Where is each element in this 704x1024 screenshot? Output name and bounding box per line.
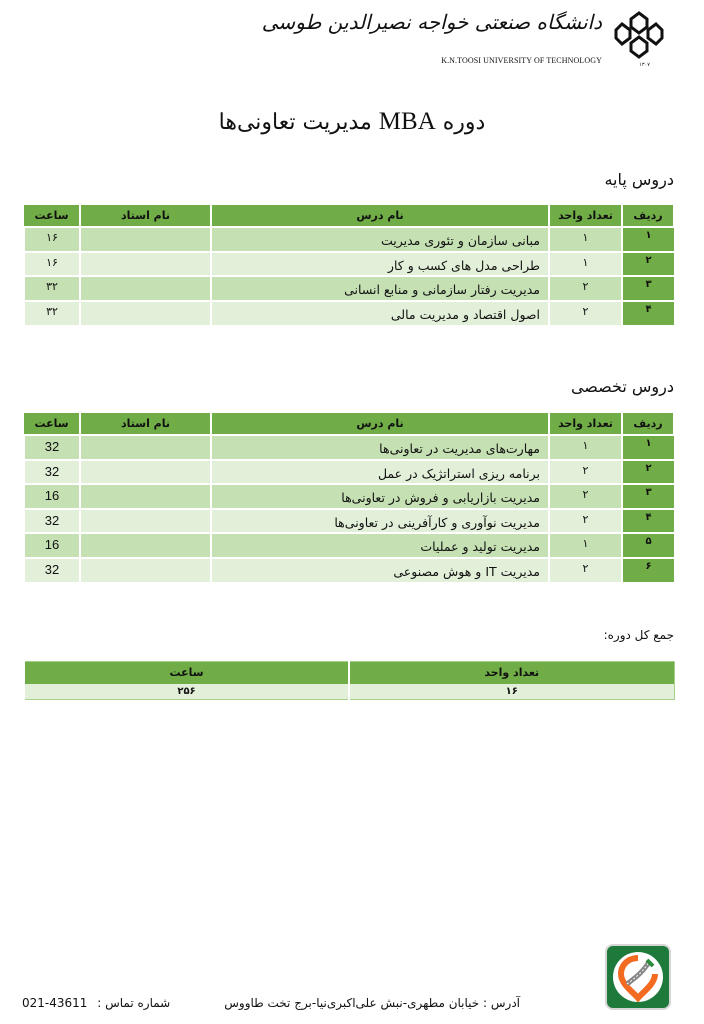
hours: 16 — [24, 484, 80, 509]
specialized-courses-table — [23, 413, 675, 582]
title-program: MBA — [378, 108, 436, 135]
row-number: ۴ — [622, 509, 674, 534]
university-logo — [261, 6, 664, 68]
col-hours: ساعت — [24, 205, 80, 227]
col-total-hours: ساعت — [24, 662, 349, 684]
row-number: ۴ — [622, 301, 674, 326]
hours: 32 — [24, 558, 80, 583]
row-number: ۳ — [622, 276, 674, 301]
table-row — [24, 509, 674, 534]
hours: ۳۲ — [24, 276, 80, 301]
course-name: مدیریت IT و هوش مصنوعی — [211, 558, 549, 583]
page-title — [0, 108, 704, 136]
table-header-row — [24, 662, 674, 684]
hours: 32 — [24, 509, 80, 534]
course-name: برنامه ریزی استراتژیک در عمل — [211, 460, 549, 485]
col-instructor: نام استاد — [80, 205, 211, 227]
row-number: ۲ — [622, 460, 674, 485]
instructor — [80, 276, 211, 301]
table-header-row — [24, 205, 674, 227]
specialized-courses-heading: دروس تخصصی — [570, 377, 674, 396]
hours: ۱۶ — [24, 252, 80, 277]
instructor — [80, 509, 211, 534]
units: ۲ — [549, 276, 622, 301]
col-row-number: ردیف — [622, 205, 674, 227]
row-number: ۲ — [622, 252, 674, 277]
hours: 32 — [24, 435, 80, 460]
course-name: مدیریت تولید و عملیات — [211, 533, 549, 558]
instructor — [80, 252, 211, 277]
col-total-units: تعداد واحد — [349, 662, 674, 684]
university-name-fa: دانشگاه صنعتی خواجه نصیرالدین طوسی — [261, 10, 602, 34]
totals-table — [23, 661, 675, 700]
basic-courses-heading: دروس پایه — [604, 170, 674, 189]
units: ۱ — [549, 435, 622, 460]
units: ۲ — [549, 509, 622, 534]
table-row — [24, 276, 674, 301]
total-hours: ۲۵۶ — [24, 684, 349, 700]
col-course-name: نام درس — [211, 413, 549, 435]
footer-contact — [22, 996, 182, 1010]
table-row — [24, 301, 674, 326]
course-name: مبانی سازمان و تئوری مدیریت — [211, 227, 549, 252]
instructor — [80, 533, 211, 558]
title-suffix: مدیریت تعاونی‌ها — [218, 110, 372, 135]
col-instructor: نام استاد — [80, 413, 211, 435]
hours: ۱۶ — [24, 227, 80, 252]
table-row — [24, 558, 674, 583]
hours: 16 — [24, 533, 80, 558]
col-row-number: ردیف — [622, 413, 674, 435]
col-hours: ساعت — [24, 413, 80, 435]
row-number: ۶ — [622, 558, 674, 583]
course-name: طراحی مدل های کسب و کار — [211, 252, 549, 277]
road-pin-icon — [613, 952, 663, 1002]
instructor — [80, 227, 211, 252]
instructor — [80, 301, 211, 326]
course-name: مدیریت بازاریابی و فروش در تعاونی‌ها — [211, 484, 549, 509]
total-label: جمع کل دوره: — [603, 628, 674, 642]
row-number: ۳ — [622, 484, 674, 509]
table-row — [24, 227, 674, 252]
app-logo-icon — [605, 944, 671, 1010]
col-units: تعداد واحد — [549, 205, 622, 227]
units: ۲ — [549, 558, 622, 583]
total-units: ۱۶ — [349, 684, 674, 700]
col-course-name: نام درس — [211, 205, 549, 227]
units: ۱ — [549, 227, 622, 252]
row-number: ۵ — [622, 533, 674, 558]
title-prefix: دوره — [442, 110, 486, 135]
basic-courses-table — [23, 205, 675, 325]
table-row — [24, 484, 674, 509]
hours: 32 — [24, 460, 80, 485]
instructor — [80, 460, 211, 485]
table-row — [24, 435, 674, 460]
course-name: مهارت‌های مدیریت در تعاونی‌ها — [211, 435, 549, 460]
instructor — [80, 435, 211, 460]
table-row — [24, 252, 674, 277]
university-emblem-icon — [614, 10, 664, 60]
instructor — [80, 558, 211, 583]
units: ۲ — [549, 460, 622, 485]
course-name: مدیریت رفتار سازمانی و منابع انسانی — [211, 276, 549, 301]
units: ۱ — [549, 533, 622, 558]
table-row — [24, 533, 674, 558]
hours: ۳۲ — [24, 301, 80, 326]
table-header-row — [24, 413, 674, 435]
footer-address: آدرس : خیابان مطهری-نبش علی‌اکبری‌نیا-برج تخت طاووس — [224, 996, 520, 1010]
table-row — [24, 684, 674, 700]
units: ۲ — [549, 484, 622, 509]
instructor — [80, 484, 211, 509]
university-name-en: K.N.TOOSI UNIVERSITY OF TECHNOLOGY — [441, 56, 602, 65]
units: ۲ — [549, 301, 622, 326]
course-name: مدیریت نوآوری و کارآفرینی در تعاونی‌ها — [211, 509, 549, 534]
phone-number: 021-43611 — [22, 996, 88, 1010]
row-number: ۱ — [622, 227, 674, 252]
units: ۱ — [549, 252, 622, 277]
row-number: ۱ — [622, 435, 674, 460]
col-units: تعداد واحد — [549, 413, 622, 435]
founding-year: ۱۳۰۷ — [639, 62, 650, 68]
table-row — [24, 460, 674, 485]
course-name: اصول اقتصاد و مدیریت مالی — [211, 301, 549, 326]
phone-label: شماره تماس : — [97, 996, 171, 1010]
